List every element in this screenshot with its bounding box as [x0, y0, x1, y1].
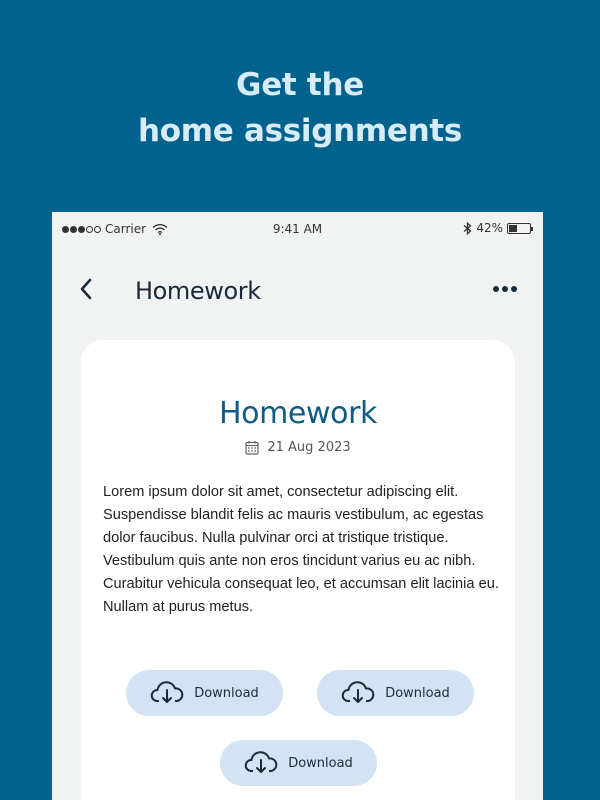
download-label: Download — [194, 685, 259, 701]
homework-description: Lorem ipsum dolor sit amet, consectetur adipiscing elit. Suspendisse blandit felis ac mauris vestibulum, ac egestas dolor faucibus. Nulla pulvinar orci at tristique tristique. Vestibulum quis ante non eros tincidunt varius eu ac nibh. Curabitur vehicula consequat leo, et accumsan elit lacinia eu. Nullam at purus metus. — [103, 484, 499, 615]
cloud-download-icon — [341, 680, 375, 706]
download-button-1[interactable] — [126, 670, 283, 716]
more-options-icon[interactable] — [493, 282, 519, 296]
download-label: Download — [288, 755, 353, 771]
status-bar — [52, 212, 543, 246]
date-row — [81, 440, 515, 455]
phone-screen — [52, 212, 543, 800]
download-button-3[interactable] — [220, 740, 377, 786]
nav-bar — [52, 268, 543, 312]
status-time: 9:41 AM — [272, 222, 323, 236]
status-right — [463, 221, 531, 235]
cloud-download-icon — [150, 680, 184, 706]
promo-line-2: home assignments — [137, 113, 463, 149]
homework-title: Homework — [219, 396, 377, 431]
download-button-2[interactable] — [317, 670, 474, 716]
page-title: Homework — [135, 277, 261, 305]
battery-percent: 42% — [476, 221, 503, 235]
carrier-label: Carrier — [105, 222, 147, 236]
battery-fill — [509, 225, 517, 232]
bluetooth-icon — [463, 222, 472, 235]
cloud-download-icon — [244, 750, 278, 776]
calendar-icon — [245, 440, 259, 455]
homework-date: 21 Aug 2023 — [267, 440, 351, 455]
homework-card — [81, 340, 515, 800]
back-chevron-icon[interactable] — [76, 276, 98, 302]
battery-icon — [507, 223, 531, 234]
promo-line-1: Get the — [236, 67, 364, 103]
download-label: Download — [385, 685, 450, 701]
promo-headline — [0, 62, 600, 154]
